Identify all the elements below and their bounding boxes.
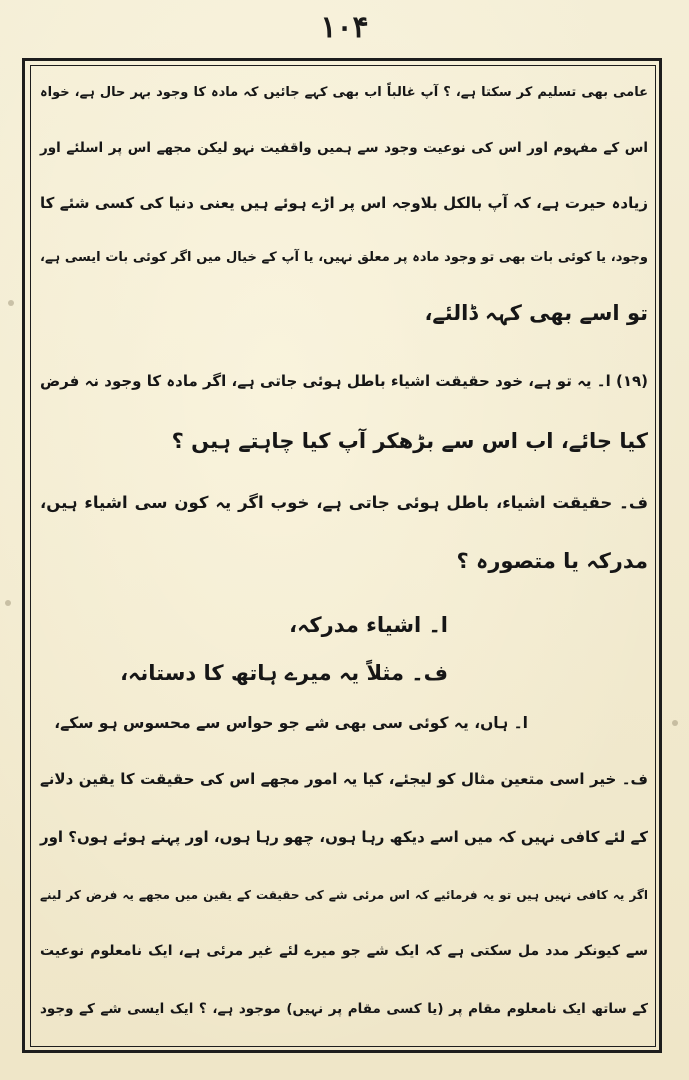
paper-speck	[5, 600, 11, 606]
text-line: ف۔ خیر اسی متعین مثال کو لیجئے، کیا یہ امور مجھے اس کی حقیقت کا یقین دلانے	[40, 770, 648, 788]
text-line: سے کیونکر مدد مل سکتی ہے کہ ایک شے جو میرے لئے غیر مرئی ہے، ایک نامعلوم نوعیت	[40, 943, 648, 959]
text-line: ا۔ ہاں، یہ کوئی سی بھی شے جو حواس سے محسوس ہو سکے،	[54, 714, 528, 732]
text-line: تو اسے بھی کہہ ڈالئے،	[424, 301, 648, 325]
text-line: کے ساتھ ایک نامعلوم مقام پر (یا کسی مقام پر نہیں) موجود ہے، ؟ ایک ایسی شے کے وجود	[40, 1001, 648, 1017]
text-line: ف۔ حقیقت اشیاء، باطل ہوئی جاتی ہے، خوب اگر یہ کون سی اشیاء ہیں،	[40, 493, 648, 512]
paper-speck	[8, 300, 14, 306]
text-line: ا۔ اشیاء مدرکہ،	[289, 613, 448, 637]
text-line: اس کے مفہوم اور اس کی نوعیت وجود سے ہمیں واقفیت نہو لیکن مجھے اس پر اسلئے اور	[40, 140, 648, 156]
text-line: مدرکہ یا متصورہ ؟	[456, 549, 648, 573]
text-line: اگر یہ کافی نہیں ہیں تو یہ فرمائیے کہ اس مرئی شے کی حقیقت کے یقین میں مجھے یہ فرض کر لینے	[40, 888, 648, 902]
text-line: کیا جائے، اب اس سے بڑھکر آپ کیا چاہتے ہیں ؟	[171, 429, 648, 453]
text-line: (۱۹) ا۔ یہ تو ہے، خود حقیقت اشیاء باطل ہوئی جاتی ہے، اگر مادہ کا وجود نہ فرض	[40, 372, 648, 390]
paper-speck	[672, 720, 678, 726]
text-line: عامی بھی تسلیم کر سکتا ہے، ؟ آپ غالباً اب بھی کہے جائیں کہ مادہ کا وجود بہر حال ہے، خواہ	[40, 85, 648, 100]
text-line: وجود، یا کوئی بات بھی تو وجود مادہ پر معلق نہیں، یا آپ کے خیال میں اگر کوئی بات ایسی ہے،	[40, 250, 648, 265]
text-line: کے لئے کافی نہیں کہ میں اسے دیکھ رہا ہوں، چھو رہا ہوں، اور پہنے ہوئے ہوں؟ اور	[39, 828, 648, 846]
page-number: ۱۰۴	[320, 10, 369, 45]
text-line: زیادہ حیرت ہے، کہ آپ بالکل بلاوجہ اس پر اڑے ہوئے ہیں یعنی دنیا کی کسی شئے کا	[40, 194, 648, 212]
text-line: ف۔ مثلاً یہ میرے ہاتھ کا دستانہ،	[120, 661, 448, 685]
